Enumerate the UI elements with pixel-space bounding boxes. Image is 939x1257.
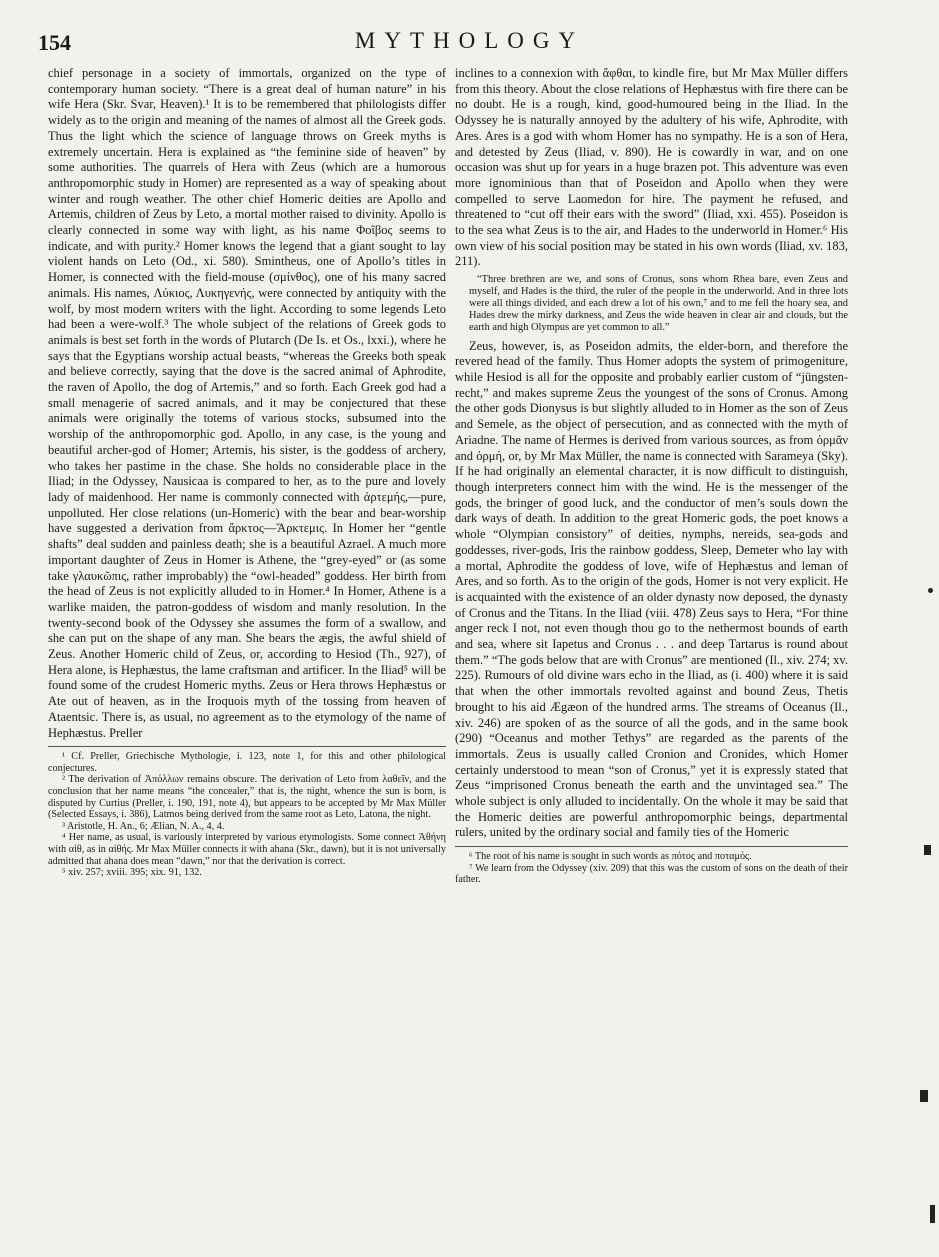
footnote-6: ⁶ The root of his name is sought in such words as πότος and ποταμός. — [469, 851, 752, 863]
footnote-5: ⁵ xiv. 257; xviii. 395; xix. 91, 132. — [62, 867, 202, 879]
right-body-text — [455, 66, 848, 270]
footnote-4: ⁴ Her name, as usual, is variously interpreted by various etymologists. Some connect Ἀθήνη with αἰθ, as in αἰθής. Mr Max Müller connects it with ahana (Skr., dawn), but it is not universally admitted that ahana does mean “dawn,” nor that the derivation is correct. — [48, 832, 446, 867]
left-paragraph: chief personage in a society of immortals, organized on the type of contemporary human society. “There is a great deal of human nature” in his wife Hera (Skr. Svar, Heaven).¹ It is to be remembered that philologists differ widely as to the origin and meaning of the names of almost all the Greek gods. Thus the light which the science of language throws on Greek myths is extremely uncertain. Hera is explained as “the feminine side of heaven” by some authorities. The quarrels of Hera with Zeus (which are a humorous anthropomorphic study in Homer) are represented as a way of speaking about winter and rough weather. The other chief Homeric deities are Apollo and Artemis, children of Zeus by Leto, a mortal mother raised to divinity. Apollo is clearly connected in some way with light, as his name Φοῖβος seems to indicate, and with purity.² Homer knows the legend that a giant sought to lay violent hands on Leto (Od., xi. 580). Smintheus, one of Apollo’s titles in Homer, is connected with the field-mouse (σμίνθος), one of his many sacred animals. His names, Λύκιος, Λυκηγενής, were connected by antiquity with the wolf, by most modern writers with the light. According to some legends Leto had been a were-wolf.³ The whole subject of the relations of Greek gods to animals is best set forth in the words of Plutarch (De Is. et Os., lxxi.), where he says that the Egyptians worship actual beasts, “whereas the Greeks both speak and believe correctly, saying that the dove is the sacred animal of Aphrodite, the raven of Apollo, the dog of Artemis,” and so forth. Each Greek god had a small menagerie of sacred animals, and it may be conjectured that these animals were originally the totems of various stocks, subsumed into the worship of the anthropomorphic god. Apollo, in any case, is the young and beautiful archer-god of Homer; Artemis, his sister, is the goddess of archery, who takes her pastime in the chase. She holds no considerable place in the Iliad; in the Odyssey, Nausicaa is compared to her, as to the pure and lovely lady of maidenhood. Her name is commonly connected with ἀρτεμής,—pure, unpolluted. Her close relations (un-Homeric) with the bear and bear-worship have suggested a derivation from ἄρκτος—Ἄρκτεμις. In Homer her “gentle shafts” deal sudden and painless death; she is a beautiful Azrael. A much more important daughter of Zeus in Homer is Athene, the “grey-eyed” or (as some take γλαυκῶπις, rather improbably) the “owl-headed” goddess. Her birth from the head of Zeus is not explicitly alluded to in Homer.⁴ In Homer, Athene is a warlike maiden, the patron-goddess of wisdom and manly resolution. In the twenty-second book of the Odyssey she assumes the form of a swallow, and she can put on the shape of any man. She bears the ægis, the awful shield of Zeus. Another Homeric child of Zeus, or, according to Hesiod (Th., 927), of Hera alone, is Hephæstus, the lame craftsman and artificer. In the Iliad⁵ will be found some of the crudest Homeric myths. Zeus or Hera throws Hephæstus or Ate out of heaven, as in the Iroquois myth of the tossing from heaven of Ataentsic. There is, as usual, no agreement as to the etymology of the name of Hephæstus. Preller — [48, 66, 446, 740]
footnote-rule-right — [455, 846, 848, 847]
footnote-3: ³ Aristotle, H. An., 6; Ælian, N. A., 4, 4. — [62, 820, 225, 832]
right-column — [455, 66, 848, 886]
right-footnotes — [455, 851, 848, 886]
footnote-1: ¹ Cf. Preller, Griechische Mythologie, i. 123, note 1, for this and other philological conjectures. — [48, 751, 446, 774]
left-footnotes — [48, 751, 446, 879]
margin-mark-3 — [920, 1090, 928, 1102]
margin-mark-1 — [928, 588, 933, 593]
page-number: 154 — [38, 30, 71, 55]
left-column — [48, 66, 446, 879]
footnote-rule — [48, 746, 446, 747]
margin-mark-2 — [924, 845, 931, 855]
footnote-7: ⁷ We learn from the Odyssey (xiv. 209) that this was the custom of sons on the death of their father. — [455, 862, 848, 886]
right-paragraph-1: inclines to a connexion with ἅφθαι, to kindle fire, but Mr Max Müller differs from this theory. About the close relations of Hephæstus with fire there can be no doubt. He is a rough, kind, good-humoured being in the Iliad. In the Odyssey he is naturally annoyed by the adultery of his wife, Aphrodite, with Ares. Ares is a god with whom Homer has no sympathy. He is a son of Hera, and detested by Zeus (Iliad, v. 890). He is cowardly in war, and on one occasion was shut up for years in a huge brazen pot. This adventure was even more ignominious than that of Poseidon and Apollo when they were compelled to serve Laomedon for hire. The payment he refused, and threatened to “cut off their ears with the sword” (Iliad, xxi. 455). Poseidon is to the sea what Zeus is to the air, and Hades to the underworld in Homer.⁶ His own view of his social position may be stated in his own words (Iliad, xv. 183, 211). — [455, 66, 848, 269]
running-title: MYTHOLOGY — [354, 28, 585, 53]
block-quote: “Three brethren are we, and sons of Cronus, sons whom Rhea bare, even Zeus and myself, and Hades is the third, the ruler of the people in the underworld. And in three lots were all things divided, and each drew a lot of his own,⁷ and to me fell the hoary sea, and Hades drew the mirky darkness, and Zeus the wide heaven in clear air and clouds, but the earth and high Olympus are yet common to all.” — [469, 274, 848, 333]
footnote-2: ² The derivation of Ἀπόλλων remains obscure. The derivation of Leto from λαθεῖν, and the conclusion that her name means “the concealer,” that is, the night, whence the sun is born, is disputed by Curtius (Preller, i. 190, 191, note 4), but appears to be accepted by Mr Max Müller (Selected Essays, i. 386), Latmos being derived from the same root as Leto, Latona, the night. — [48, 774, 446, 821]
margin-mark-4 — [930, 1205, 935, 1223]
right-body-text-2 — [455, 339, 848, 842]
right-paragraph-2: Zeus, however, is, as Poseidon admits, the elder-born, and therefore the revered head of the family. Thus Homer adopts the system of primogeniture, while Hesiod is all for the opposite and probably earlier custom of “jüngsten-recht,” and makes supreme Zeus the youngest of the sons of Cronus. Among the other gods Dionysus is but slightly alluded to in Homer as the son of Zeus and Semele, as the object of persecution, and as connected with the myth of Ariadne. The name of Hermes is derived from various sources, as from ὁρμᾶν and ὁρμή, or, by Mr Max Müller, the name is connected with Sarameya (Sky). If he had originally an elemental character, it is now difficult to distinguish, though interpreters connect him with the wind. He is the messenger of the gods, the bringer of good luck, and the conductor of men’s souls down the dark ways of death. In addition to the great Homeric gods, the poet knows a whole “Olympian consistory” of deities, nymphs, nereids, sea-gods and goddesses, river-gods, Iris the rainbow goddess, Sleep, Demeter who lay with a mortal, Aphrodite the goddess of love, wife of Hephæstus and leman of Ares, and so forth. As to the origin of the gods, Homer is not very explicit. He is acquainted with the existence of an older dynasty now deposed, the dynasty of Cronus and the Titans. In the Iliad (viii. 478) Zeus says to Hera, “For thine anger reck I not, not even though thou go to the nethermost bounds of earth and sea, where sit Iapetus and Cronus . . . and deep Tartarus is round about them.” “The gods below that are with Cronus” are mentioned (Il., xiv. 274; xv. 225). Rumours of old divine wars echo in the Iliad, as (i. 400) where it is said that when the other immortals revolted against and bound Zeus, Thetis brought to his aid Ægæon of the hundred arms. The streams of Oceanus (Il., xiv. 246) are spoken of as the source of all the gods, and in the same book (290) “Oceanus and mother Tethys” are regarded as the parents of the immortals. Zeus is usually called Cronion and Cronides, which Homer certainly understood to mean “son of Cronus,” yet it is expressly stated that Zeus “imprisoned Cronus beneath the earth and the unvintaged sea.” The whole subject is only alluded to incidentally. On the whole it may be said that the Homeric deities are powerful anthropomorphic beings, departmental rulers, united by the ordinary social and family ties of the Homeric — [455, 338, 848, 840]
left-body-text — [48, 66, 446, 741]
